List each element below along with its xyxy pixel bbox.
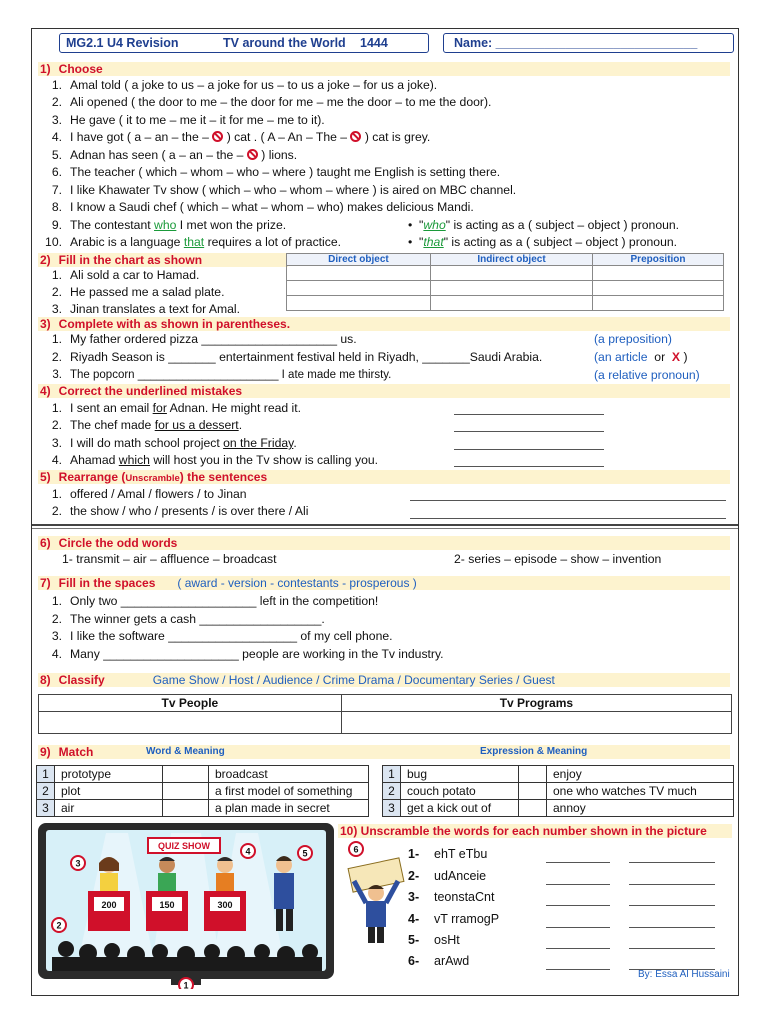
s5-item-1: 1. offered / Amal / flowers / to Jinan	[51, 487, 247, 501]
s1-item-5: 5. Adnan has seen ( a – an – the – ) lions.	[51, 148, 298, 162]
answer-line[interactable]	[454, 438, 604, 450]
s10-item-3: 3- teonstaCnt	[408, 890, 495, 904]
section-9-title: 9) Match	[38, 745, 730, 759]
s1-item-7: 7. I like Khawater Tv show ( which – who – whom – where ) is aired on MBC channel.	[51, 183, 517, 197]
contestant-body	[158, 873, 176, 893]
object-chart	[286, 253, 724, 311]
section-10-title: 10) Unscramble the words for each number shown in the picture	[338, 824, 732, 838]
winner-body	[366, 901, 386, 927]
chart-cell[interactable]	[430, 296, 592, 311]
match-right-label: Expression & Meaning	[480, 746, 588, 757]
answer-line[interactable]	[546, 894, 610, 906]
s7-item-1: 1. Only two ____________________ left in the competition!	[51, 594, 379, 608]
score-text: 200	[101, 900, 117, 910]
match-meaning: broadcast	[209, 766, 369, 783]
s3-hint-3: (a relative pronoun)	[594, 368, 700, 382]
s3-hint-1: (a preposition)	[594, 332, 672, 346]
classify-header-people: Tv People	[39, 695, 342, 712]
section-divider	[32, 524, 738, 526]
chart-header-direct: Direct object	[287, 254, 431, 266]
match-answer-cell[interactable]	[519, 783, 547, 800]
match-answer-cell[interactable]	[163, 783, 209, 800]
answer-line[interactable]	[546, 937, 610, 949]
s7-item-2: 2. The winner gets a cash __________________.	[51, 612, 325, 626]
s1-item-2: 2. Ali opened ( the door to me – the door for me – me the door – to me the door).	[51, 95, 492, 109]
s3-item-3: 3. The popcorn ______________________ I ate made me thirsty.	[52, 369, 392, 381]
marker-6: 6	[353, 844, 359, 855]
s1-item-10: 10. Arabic is a language that requires a lot of practice.	[45, 235, 342, 249]
s3-item-2: 2. Riyadh Season is _______ entertainment festival held in Riyadh, _______Saudi Arabia.	[51, 350, 543, 364]
score-text: 300	[217, 900, 233, 910]
chart-cell[interactable]	[593, 281, 724, 296]
answer-line[interactable]	[410, 489, 726, 501]
award-winner-picture	[344, 841, 406, 945]
answer-line[interactable]	[629, 851, 715, 863]
s1-item-9-pronoun: • "who" is acting as a ( subject – object ) pronoun.	[408, 218, 680, 232]
s1-item-9: 9. The contestant who I met won the prize.	[51, 218, 287, 232]
section-6-title: 6) Circle the odd words	[38, 536, 730, 550]
s10-item-2: 2- udAnceie	[408, 869, 487, 883]
answer-line[interactable]	[546, 873, 610, 885]
quiz-show-sign-text: QUIZ SHOW	[158, 841, 210, 851]
chart-cell[interactable]	[287, 266, 431, 281]
s2-item-2: 2. He passed me a salad plate.	[51, 285, 225, 299]
no-article-icon	[247, 149, 258, 160]
section-1-title: 1) Choose	[38, 62, 730, 76]
s2-item-3: 3. Jinan translates a text for Amal.	[51, 302, 241, 316]
s4-item-2: 2. The chef made for us a dessert.	[51, 418, 243, 432]
match-word: prototype	[55, 766, 163, 783]
no-article-icon	[212, 131, 223, 142]
answer-line[interactable]	[546, 958, 610, 970]
match-word: get a kick out of	[401, 800, 519, 817]
s1-item-8: 8. I know a Saudi chef ( which – what – whom – who) makes delicious Mandi.	[51, 200, 474, 214]
header-title: TV around the World	[223, 36, 346, 50]
s1-item-6: 6. The teacher ( which – whom – who – where ) taught me English is setting there.	[51, 165, 501, 179]
s1-item-3: 3. He gave ( it to me – me it – it for me – me to it).	[51, 113, 325, 127]
section-3-title: 3) Complete with as shown in parentheses.	[38, 317, 730, 331]
match-word: bug	[401, 766, 519, 783]
marker-3: 3	[75, 858, 81, 869]
match-table-left: 1 prototype broadcast 2 plot a first model of something 3 air a plan made in secret	[36, 765, 369, 817]
section-divider	[32, 528, 738, 529]
answer-line[interactable]	[454, 403, 604, 415]
quiz-show-illustration	[36, 821, 336, 989]
chart-header-indirect: Indirect object	[430, 254, 592, 266]
s7-item-3: 3. I like the software ___________________ of my cell phone.	[51, 629, 393, 643]
section-8-title: 8) Classify Game Show / Host / Audience / Crime Drama / Documentary Series / Guest	[38, 673, 730, 687]
award-winner-illustration	[344, 841, 406, 945]
marker-5: 5	[302, 848, 308, 859]
s10-item-1: 1- ehT eTbu	[408, 847, 488, 861]
marker-2: 2	[56, 920, 62, 931]
s3-hint-2: (an article or X )	[594, 350, 688, 364]
worksheet-page	[31, 28, 739, 996]
section-2-title: 2) Fill in the chart as shown	[38, 253, 288, 267]
match-table-right: 1 bug enjoy 2 couch potato one who watches TV much 3 get a kick out of annoy	[382, 765, 734, 817]
chart-cell[interactable]	[593, 296, 724, 311]
s4-item-4: 4. Ahamad which will host you in the Tv show is calling you.	[51, 453, 379, 467]
match-word: couch potato	[401, 783, 519, 800]
match-meaning: annoy	[547, 800, 734, 817]
s6-group-2: 2- series – episode – show – invention	[454, 552, 662, 566]
section-5-title: 5) Rearrange (Unscramble) the sentences	[38, 470, 730, 484]
s4-item-1: 1. I sent an email for Adnan. He might read it.	[51, 401, 302, 415]
section-7-title: 7) Fill in the spaces ( award - version - contestants - prosperous )	[38, 576, 730, 590]
quiz-show-picture	[36, 821, 336, 989]
name-label: Name: _____________________________	[454, 36, 698, 50]
classify-table	[38, 694, 732, 734]
answer-line[interactable]	[629, 916, 715, 928]
match-answer-cell[interactable]	[163, 800, 209, 817]
answer-line[interactable]	[629, 937, 715, 949]
chart-cell[interactable]	[593, 266, 724, 281]
s10-item-5: 5- osHt	[408, 933, 460, 947]
match-word: plot	[55, 783, 163, 800]
chart-cell[interactable]	[287, 281, 431, 296]
chart-cell[interactable]	[430, 266, 592, 281]
header-year: 1444	[360, 36, 388, 50]
answer-line[interactable]	[454, 455, 604, 467]
match-left-label: Word & Meaning	[146, 746, 225, 757]
host-body	[274, 873, 294, 909]
chart-header-preposition: Preposition	[593, 254, 724, 266]
header-code: MG2.1 U4 Revision	[66, 36, 179, 50]
answer-line[interactable]	[629, 873, 715, 885]
no-article-icon	[350, 131, 361, 142]
s5-item-2: 2. the show / who / presents / is over there / Ali	[51, 504, 309, 518]
match-word: air	[55, 800, 163, 817]
answer-line[interactable]	[454, 420, 604, 432]
answer-line[interactable]	[629, 894, 715, 906]
classify-cell[interactable]	[39, 712, 342, 734]
chart-cell[interactable]	[430, 281, 592, 296]
chart-cell[interactable]	[287, 296, 431, 311]
marker-4: 4	[245, 846, 251, 857]
s4-item-3: 3. I will do math school project on the Friday.	[51, 436, 297, 450]
s1-item-1: 1. Amal told ( a joke to us – a joke for us – to us a joke – for us a joke).	[51, 78, 438, 92]
classify-cell[interactable]	[341, 712, 731, 734]
match-meaning: one who watches TV much	[547, 783, 734, 800]
section-4-title: 4) Correct the underlined mistakes	[38, 384, 730, 398]
s10-item-6: 6- arAwd	[408, 954, 470, 968]
s6-group-1: 1- transmit – air – affluence – broadcast	[62, 552, 277, 566]
match-meaning: a first model of something	[209, 783, 369, 800]
score-text: 150	[159, 900, 175, 910]
answer-line[interactable]	[546, 916, 610, 928]
answer-line[interactable]	[546, 851, 610, 863]
s7-item-4: 4. Many ____________________ people are working in the Tv industry.	[51, 647, 444, 661]
answer-line[interactable]	[410, 507, 726, 519]
header-title-box	[59, 33, 429, 53]
s1-item-4: 4. I have got ( a – an – the – ) cat . ( A – An – The – ) cat is grey.	[51, 130, 431, 144]
author-credit: By: Essa Al Hussaini	[638, 969, 730, 980]
s10-item-4: 4- vT rramogP	[408, 912, 500, 926]
name-box[interactable]	[443, 33, 734, 53]
marker-1: 1	[183, 980, 189, 989]
s2-item-1: 1. Ali sold a car to Hamad.	[51, 268, 200, 282]
classify-header-programs: Tv Programs	[341, 695, 731, 712]
match-answer-cell[interactable]	[519, 766, 547, 783]
s1-item-10-pronoun: • "that" is acting as a ( subject – object ) pronoun.	[408, 235, 678, 249]
match-answer-cell[interactable]	[519, 800, 547, 817]
contestant-body	[100, 873, 118, 893]
match-answer-cell[interactable]	[163, 766, 209, 783]
match-meaning: enjoy	[547, 766, 734, 783]
match-meaning: a plan made in secret	[209, 800, 369, 817]
contestant-body	[216, 873, 234, 893]
s3-item-1: 1. My father ordered pizza ____________________ us.	[51, 332, 357, 346]
